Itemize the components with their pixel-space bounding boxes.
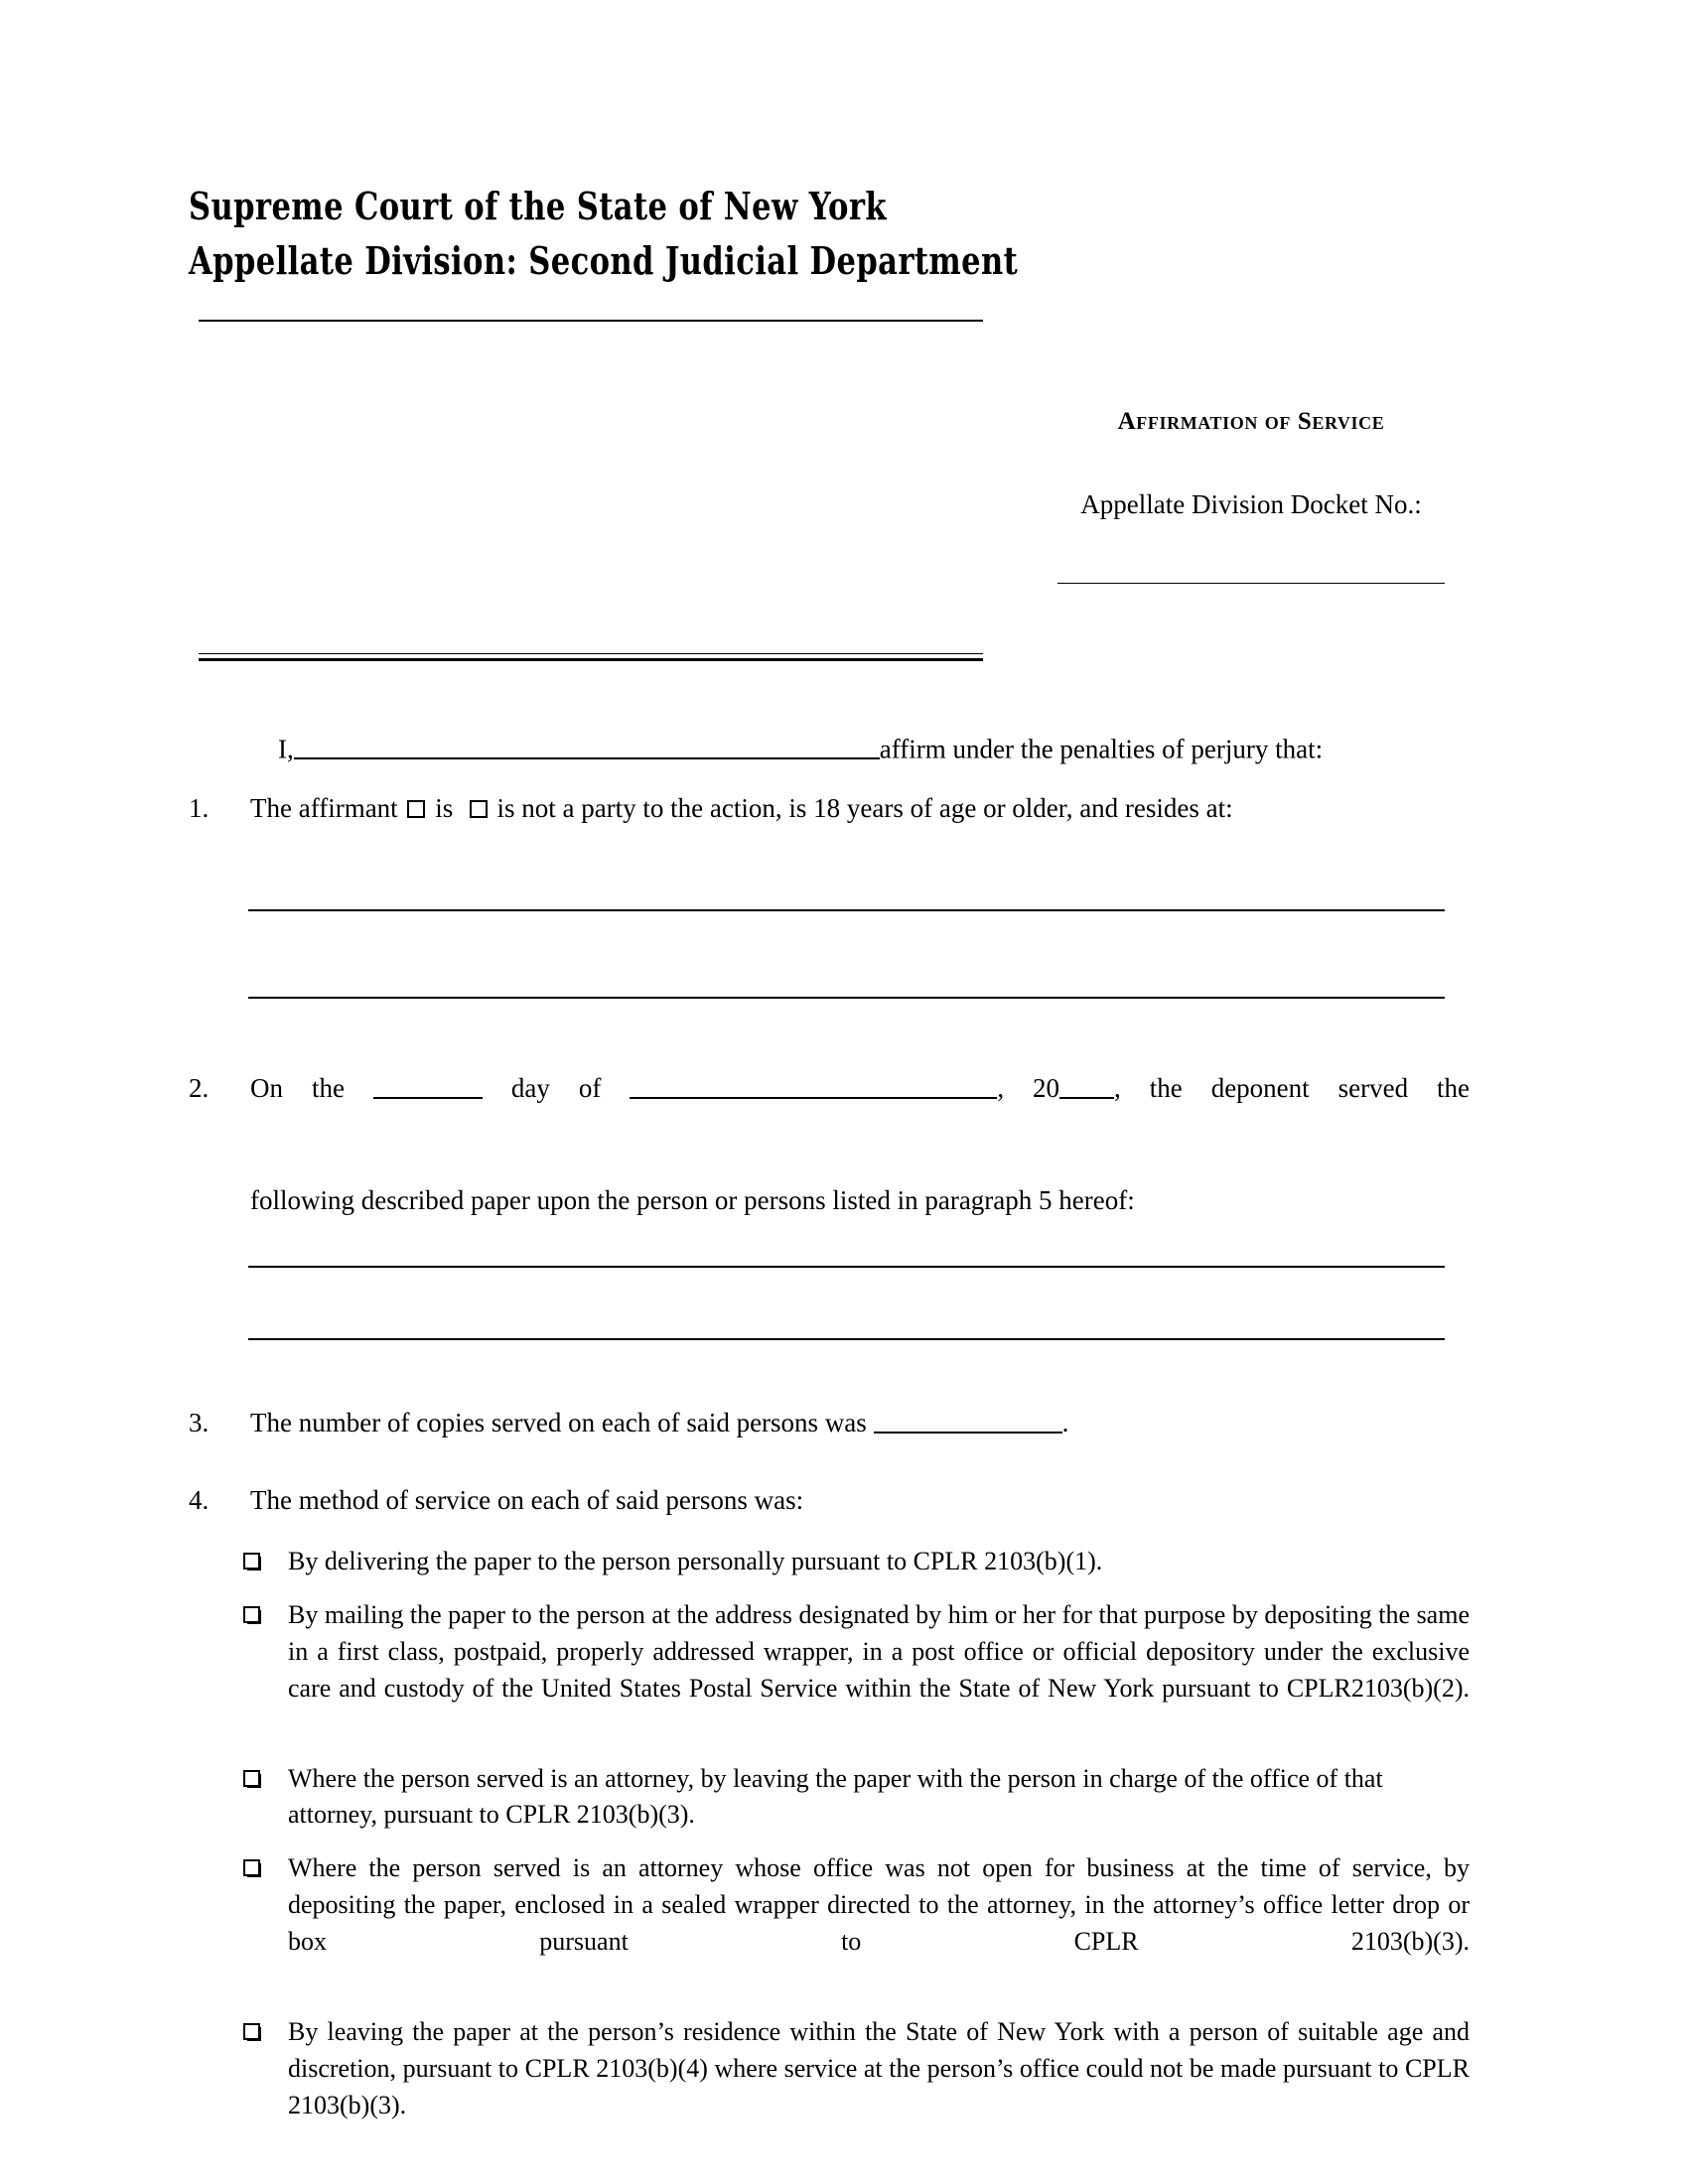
method-option-residence-suitable-age-label: By leaving the paper at the person’s residence within the State of New York with a person of suitable age and discretion, pursuant to CPLR 2103(b)(4) where service at the person’s office could not be made pursuant to CPLR 2103(b)(3). (288, 2016, 1470, 2119)
method-option-attorney-office[interactable] (189, 1761, 1470, 1835)
affiant-name-blank[interactable] (294, 730, 880, 759)
item-4-number: 4. (189, 1485, 210, 1515)
item-2-continuation-text: following described paper upon the person or persons listed in paragraph 5 hereof: (250, 1185, 1135, 1216)
numbered-item-1 (189, 787, 1470, 830)
checkbox-square-bullet-icon[interactable] (243, 1553, 260, 1570)
item-1-label-is-not: is not a party to the action, is 18 years of age or older, and resides at: (496, 792, 1233, 823)
method-option-personal-delivery-label: By delivering the paper to the person personally pursuant to CPLR 2103(b)(1). (288, 1547, 1103, 1575)
court-name-line-2: Appellate Division: Second Judicial Department (189, 239, 1019, 285)
method-option-mailing[interactable] (189, 1597, 1470, 1744)
item-3-text: The number of copies served on each of said persons was (250, 1408, 867, 1437)
affirmation-lead-out: affirm under the penalties of perjury that: (879, 734, 1324, 764)
caption-divider-thin-rule (199, 653, 983, 654)
checkbox-square-bullet-icon[interactable] (243, 1606, 260, 1623)
item-2-paper-blank-line-2[interactable] (248, 1338, 1445, 1340)
affirmation-lead-in: I, (278, 734, 294, 764)
method-option-attorney-office-label: Where the person served is an attorney, by leaving the paper with the person in charge of the office of that attorney, pursuant to CPLR 2103(b)(3). (288, 1763, 1383, 1830)
item-4-text: The method of service on each of said persons was: (250, 1485, 804, 1515)
item-3-period: . (1061, 1408, 1069, 1437)
affirmation-statement-line (278, 730, 1470, 767)
header-divider-rule (199, 320, 983, 322)
docket-number-blank-rule[interactable] (1057, 583, 1445, 584)
court-name-line-1: Supreme Court of the State of New York (189, 185, 887, 230)
court-header (189, 184, 1019, 293)
item-2-line-1 (189, 1067, 1470, 1152)
caption-right-column (1053, 407, 1450, 520)
checkbox-square-bullet-icon[interactable] (243, 1859, 260, 1876)
item-1-text-before-checkboxes: The affirmant (250, 792, 398, 823)
service-month-blank[interactable] (630, 1069, 997, 1099)
method-option-attorney-letter-drop[interactable] (189, 1850, 1470, 1997)
item-2-number: 2. (189, 1073, 210, 1103)
checkbox-square-bullet-icon[interactable] (243, 1770, 260, 1787)
checkbox-is-not-party[interactable] (470, 800, 488, 818)
item-1-number: 1. (189, 792, 210, 823)
item-2-part-1: On the (250, 1073, 345, 1103)
item-1-address-blank-line-2[interactable] (248, 997, 1445, 999)
numbered-item-3 (189, 1402, 1470, 1444)
form-title: Affirmation of Service (1117, 408, 1385, 435)
service-day-blank[interactable] (373, 1069, 483, 1099)
item-2-part-3: , 20 (997, 1073, 1060, 1103)
method-option-mailing-label: By mailing the paper to the person at the address designated by him or her for that purpose by depositing the same in a first class, postpaid, properly addressed wrapper, in a post office or official depository under the exclusive care and custody of the United States Postal Service within the State of New York pursuant to CPLR2103(b)(2). (288, 1599, 1470, 1703)
item-4-line (189, 1479, 1470, 1522)
item-1-label-is: is (435, 792, 454, 823)
caption-divider-thick-rule (199, 658, 983, 661)
item-2-paper-blank-line-1[interactable] (248, 1266, 1445, 1268)
item-2-part-4: , the deponent served the (1114, 1073, 1471, 1103)
checkbox-is-party[interactable] (407, 800, 425, 818)
method-option-personal-delivery[interactable] (189, 1544, 1470, 1580)
item-3-line (189, 1402, 1470, 1444)
numbered-item-2 (189, 1067, 1470, 1222)
item-2-part-2: day of (510, 1073, 602, 1103)
item-1-address-blank-line-1[interactable] (248, 909, 1445, 911)
item-3-number: 3. (189, 1408, 210, 1437)
checkbox-square-bullet-icon[interactable] (243, 2023, 260, 2040)
service-year-blank[interactable] (1059, 1069, 1114, 1099)
document-body (189, 730, 1470, 829)
service-method-checklist (189, 1544, 1470, 2178)
copies-count-blank[interactable] (874, 1404, 1062, 1433)
method-option-residence-suitable-age[interactable] (189, 2014, 1470, 2161)
docket-number-label: Appellate Division Docket No.: (1080, 489, 1422, 519)
numbered-item-4 (189, 1479, 1470, 1522)
item-2-line-2 (189, 1179, 1470, 1222)
method-option-attorney-letter-drop-label: Where the person served is an attorney whose office was not open for business at the time of service, by depositing the paper, enclosed in a sealed wrapper directed to the attorney, in the attorney’s office letter drop or box pursuant to CPLR 2103(b)(3). (288, 1853, 1470, 1957)
